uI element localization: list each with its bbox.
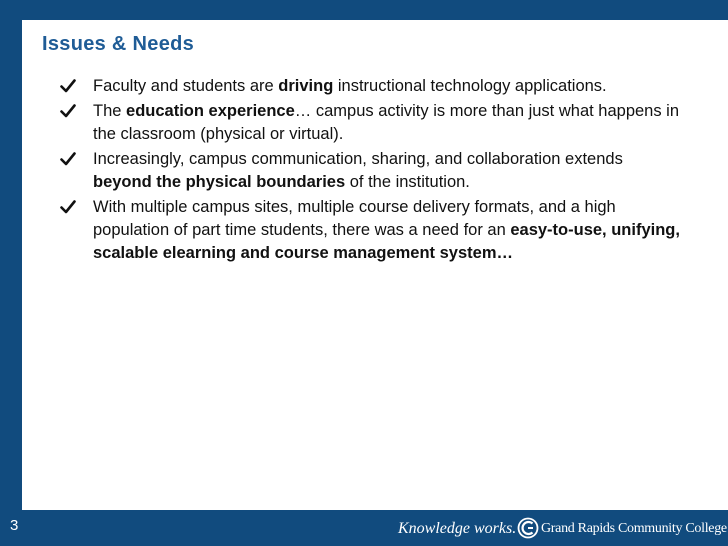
bullet-list [60,75,685,267]
checkmark-icon [60,151,76,167]
grcc-logo-icon [517,517,539,539]
slide-title: Issues & Needs [42,33,195,55]
left-bar [0,0,22,546]
checkmark-icon [60,103,76,119]
bullet-item-3: Increasingly, campus communication, sharing, and collaboration extends beyond the physical boundaries of the institution. [60,148,685,194]
footer-bar [0,510,728,546]
checkmark-icon [60,78,76,94]
bullet-item-1: Faculty and students are driving instructional technology applications. [60,75,685,98]
top-bar [0,0,728,20]
checkmark-icon [60,199,76,215]
page-number: 3 [10,517,19,534]
college-name: Grand Rapids Community College [541,521,727,536]
footer-tagline: Knowledge works. [398,520,517,537]
bullet-item-2: The education experience… campus activity is more than just what happens in the classroom (physical or virtual). [60,100,685,146]
bullet-item-4: With multiple campus sites, multiple course delivery formats, and a high population of part time students, there was a need for an easy-to-use, unifying, scalable elearning and course management system… [60,196,685,265]
